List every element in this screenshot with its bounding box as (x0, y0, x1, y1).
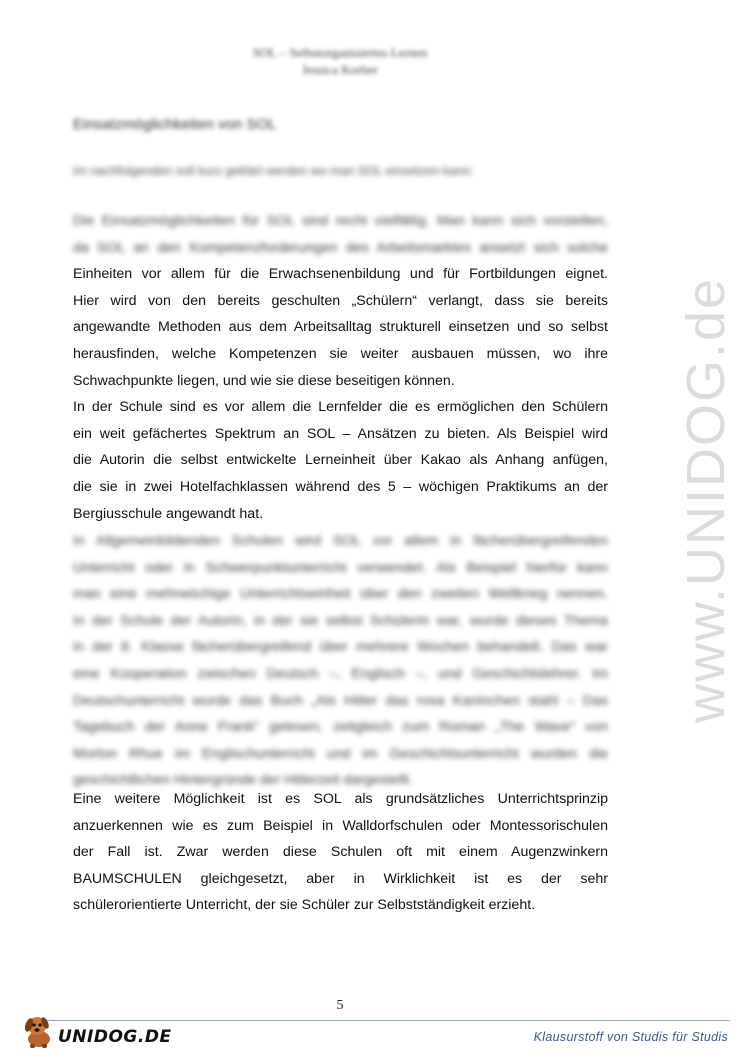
paragraph-3 (73, 786, 608, 919)
blurred-line: In Allgemeinbildenden Schulen wird SOL vor allem in fächerübergreifenden (73, 533, 608, 549)
unidog-logo[interactable] (22, 1013, 172, 1049)
text-line: anzuerkennen wie es zum Beispiel in Walldorfschulen oder Montessorischulen (73, 817, 608, 834)
watermark: www.UNIDOG.de (676, 276, 736, 724)
text-line: angewandte Methoden aus dem Arbeitsalltag strukturell einsetzen und so selbst (73, 319, 608, 336)
page-header (0, 44, 680, 78)
blurred-line: Deutschunterricht wurde das Buch „Als Hitler das rosa Kaninchen stahl – Das (73, 692, 608, 709)
blurred-line: Tagebuch der Anne Frank“ gelesen, zeitgleich zum Roman „The Wave“ von (73, 719, 608, 736)
section-heading: Einsatzmöglichkeiten von SOL (73, 116, 277, 133)
footer-tagline: Klausurstoff von Studis für Studis (533, 1030, 728, 1044)
blurred-line: da SOL an den Kompetenzforderungen des Arbeitsmarktes ansetzt sich solche (73, 239, 608, 256)
blurred-line: in der 8. Klasse fächerübergreifend über mehrere Wochen behandelt. Das war (73, 639, 608, 656)
paragraph-1 (73, 208, 608, 527)
logo-text: UNIDOG.DE (58, 1027, 172, 1047)
blurred-line: Unterricht oder in Schwerpunktunterricht verwendet. Als Beispiel hierfür kann (73, 559, 608, 576)
blurred-line: In der Schule der Autorin, in der sie selbst Schülerin war, wurde dieses Thema (73, 612, 608, 629)
text-line: Bergiusschule angewandt hat. (73, 505, 264, 522)
text-line: die Autorin die selbst entwickelte Lerneinheit über Kakao als Anhang anfügen, (73, 452, 608, 469)
text-line: Einheiten vor allem für die Erwachsenenbildung und für Fortbildungen eignet. (73, 266, 608, 283)
blurred-line: eine Kooperation zwischen Deutsch –, Englisch –, und Geschichtslehrer. Im (73, 665, 608, 682)
blurred-line: Die Einsatzmöglichkeiten für SOL sind recht vielfältig. Man kann sich vorstellen, (73, 213, 608, 229)
text-line: Schwachpunkte liegen, und wie sie diese beseitigen können. (73, 372, 455, 389)
text-line: Eine weitere Möglichkeit ist es SOL als grundsätzliches Unterrichtsprinzip (73, 791, 608, 807)
text-line: BAUMSCHULEN gleichgesetzt, aber in Wirklichkeit ist es der sehr (73, 870, 608, 887)
section-intro: Im nachfolgenden soll kurz geklärt werden wo man SOL einsetzen kann: (73, 164, 474, 178)
blurred-line: man eine mehrwöchige Unterrichtseinheit über den zweiten Weltkrieg nennen. (73, 586, 608, 603)
blurred-line: geschichtlichen Hintergründe der Hitlerzeit dargestellt. (73, 772, 413, 789)
text-line: Hier wird von den bereits geschulten „Schülern“ verlangt, dass sie bereits (73, 292, 608, 309)
paragraph-2-blurred (73, 528, 608, 794)
header-author: Jessica Korber (301, 62, 379, 77)
text-line: schülerorientierte Unterricht, der sie Schüler zur Selbstständigkeit erzieht. (73, 897, 536, 914)
dog-mascot-icon (22, 1013, 56, 1049)
blurred-line: Morton Rhue im Englischunterricht und im Geschichtsunterricht wurden die (73, 745, 608, 762)
text-line: die sie in zwei Hotelfachklassen während des 5 – wöchigen Praktikums an der (73, 478, 608, 495)
text-line: In der Schule sind es vor allem die Lernfelder die es ermöglichen den Schülern (73, 399, 608, 416)
header-title: SOL – Selbstorganisiertes Lernen (252, 45, 428, 60)
text-line: herausfinden, welche Kompetenzen sie weiter ausbauen müssen, wo ihre (73, 345, 608, 362)
text-line: der Fall ist. Zwar werden diese Schulen oft mit einem Augenzwinkern (73, 844, 608, 861)
page-number: 5 (336, 998, 344, 1013)
text-line: ein weit gefächertes Spektrum an SOL – Ansätzen zu bieten. Als Beispiel wird (73, 425, 608, 442)
